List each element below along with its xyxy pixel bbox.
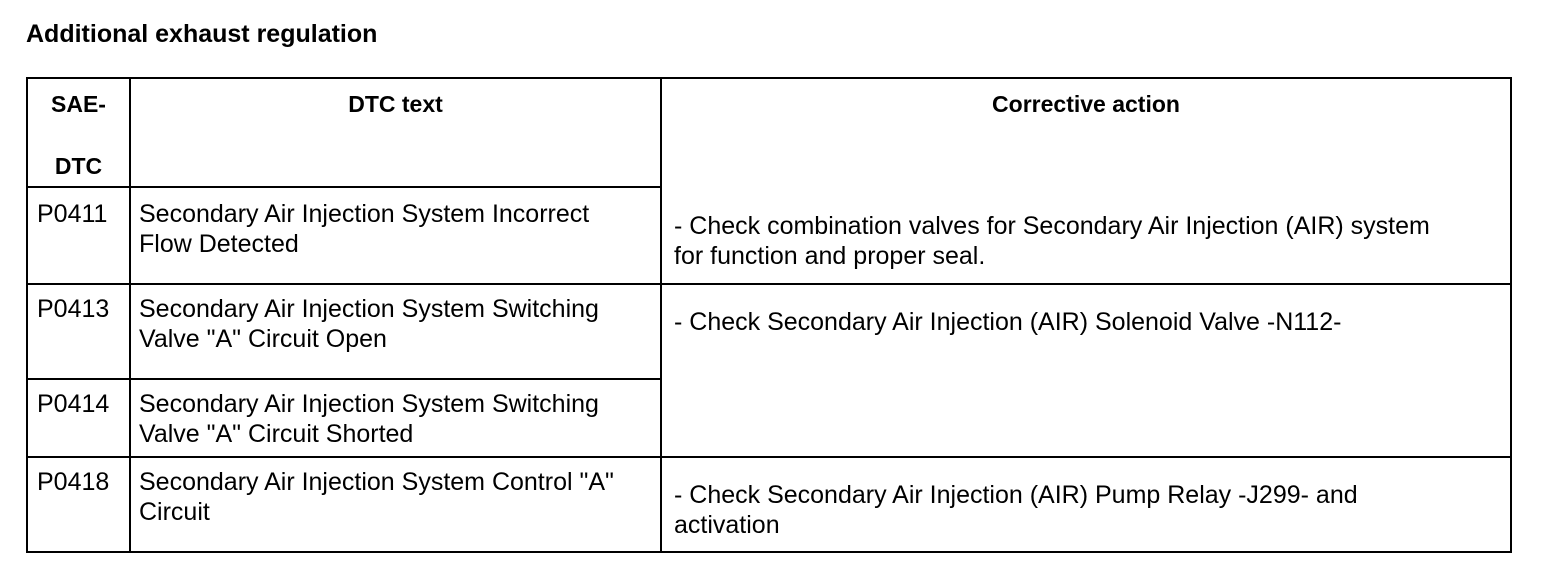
dtc-table — [26, 77, 1512, 553]
row-1-text-line2: Flow Detected — [139, 230, 299, 258]
page-title: Additional exhaust regulation — [26, 20, 378, 48]
row-2-text-line1: Secondary Air Injection System Switching — [139, 295, 599, 323]
header-code-line2: DTC — [54, 153, 103, 179]
row-divider-2 — [28, 378, 661, 380]
row-divider-3 — [28, 456, 1510, 458]
header-dtc-text: DTC text — [348, 91, 443, 117]
action-2-line1: - Check Secondary Air Injection (AIR) Solenoid Valve -N112- — [674, 308, 1342, 336]
header-corrective-action: Corrective action — [992, 91, 1180, 117]
row-4-text-line2: Circuit — [139, 498, 210, 526]
row-1-text-line1: Secondary Air Injection System Incorrect — [139, 200, 590, 228]
row-1-code: P0411 — [37, 200, 108, 228]
row-3-text-line1: Secondary Air Injection System Switching — [139, 390, 599, 418]
action-3-line2: activation — [674, 511, 780, 539]
row-2-code: P0413 — [37, 295, 110, 323]
action-1-line2: for function and proper seal. — [674, 242, 986, 270]
action-1-line1: - Check combination valves for Secondary Air Injection (AIR) system — [674, 212, 1430, 240]
action-3-line1: - Check Secondary Air Injection (AIR) Pump Relay -J299- and — [674, 481, 1358, 509]
row-4-text-line1: Secondary Air Injection System Control "A" — [139, 468, 614, 496]
column-divider-action — [660, 79, 662, 551]
row-3-code: P0414 — [37, 390, 110, 418]
column-divider-code — [129, 79, 131, 551]
row-divider-1 — [28, 283, 1510, 285]
row-2-text-line2: Valve "A" Circuit Open — [139, 325, 387, 353]
header-divider — [28, 186, 661, 188]
header-code-line1: SAE- — [51, 91, 106, 117]
row-4-code: P0418 — [37, 468, 110, 496]
row-3-text-line2: Valve "A" Circuit Shorted — [139, 420, 414, 448]
